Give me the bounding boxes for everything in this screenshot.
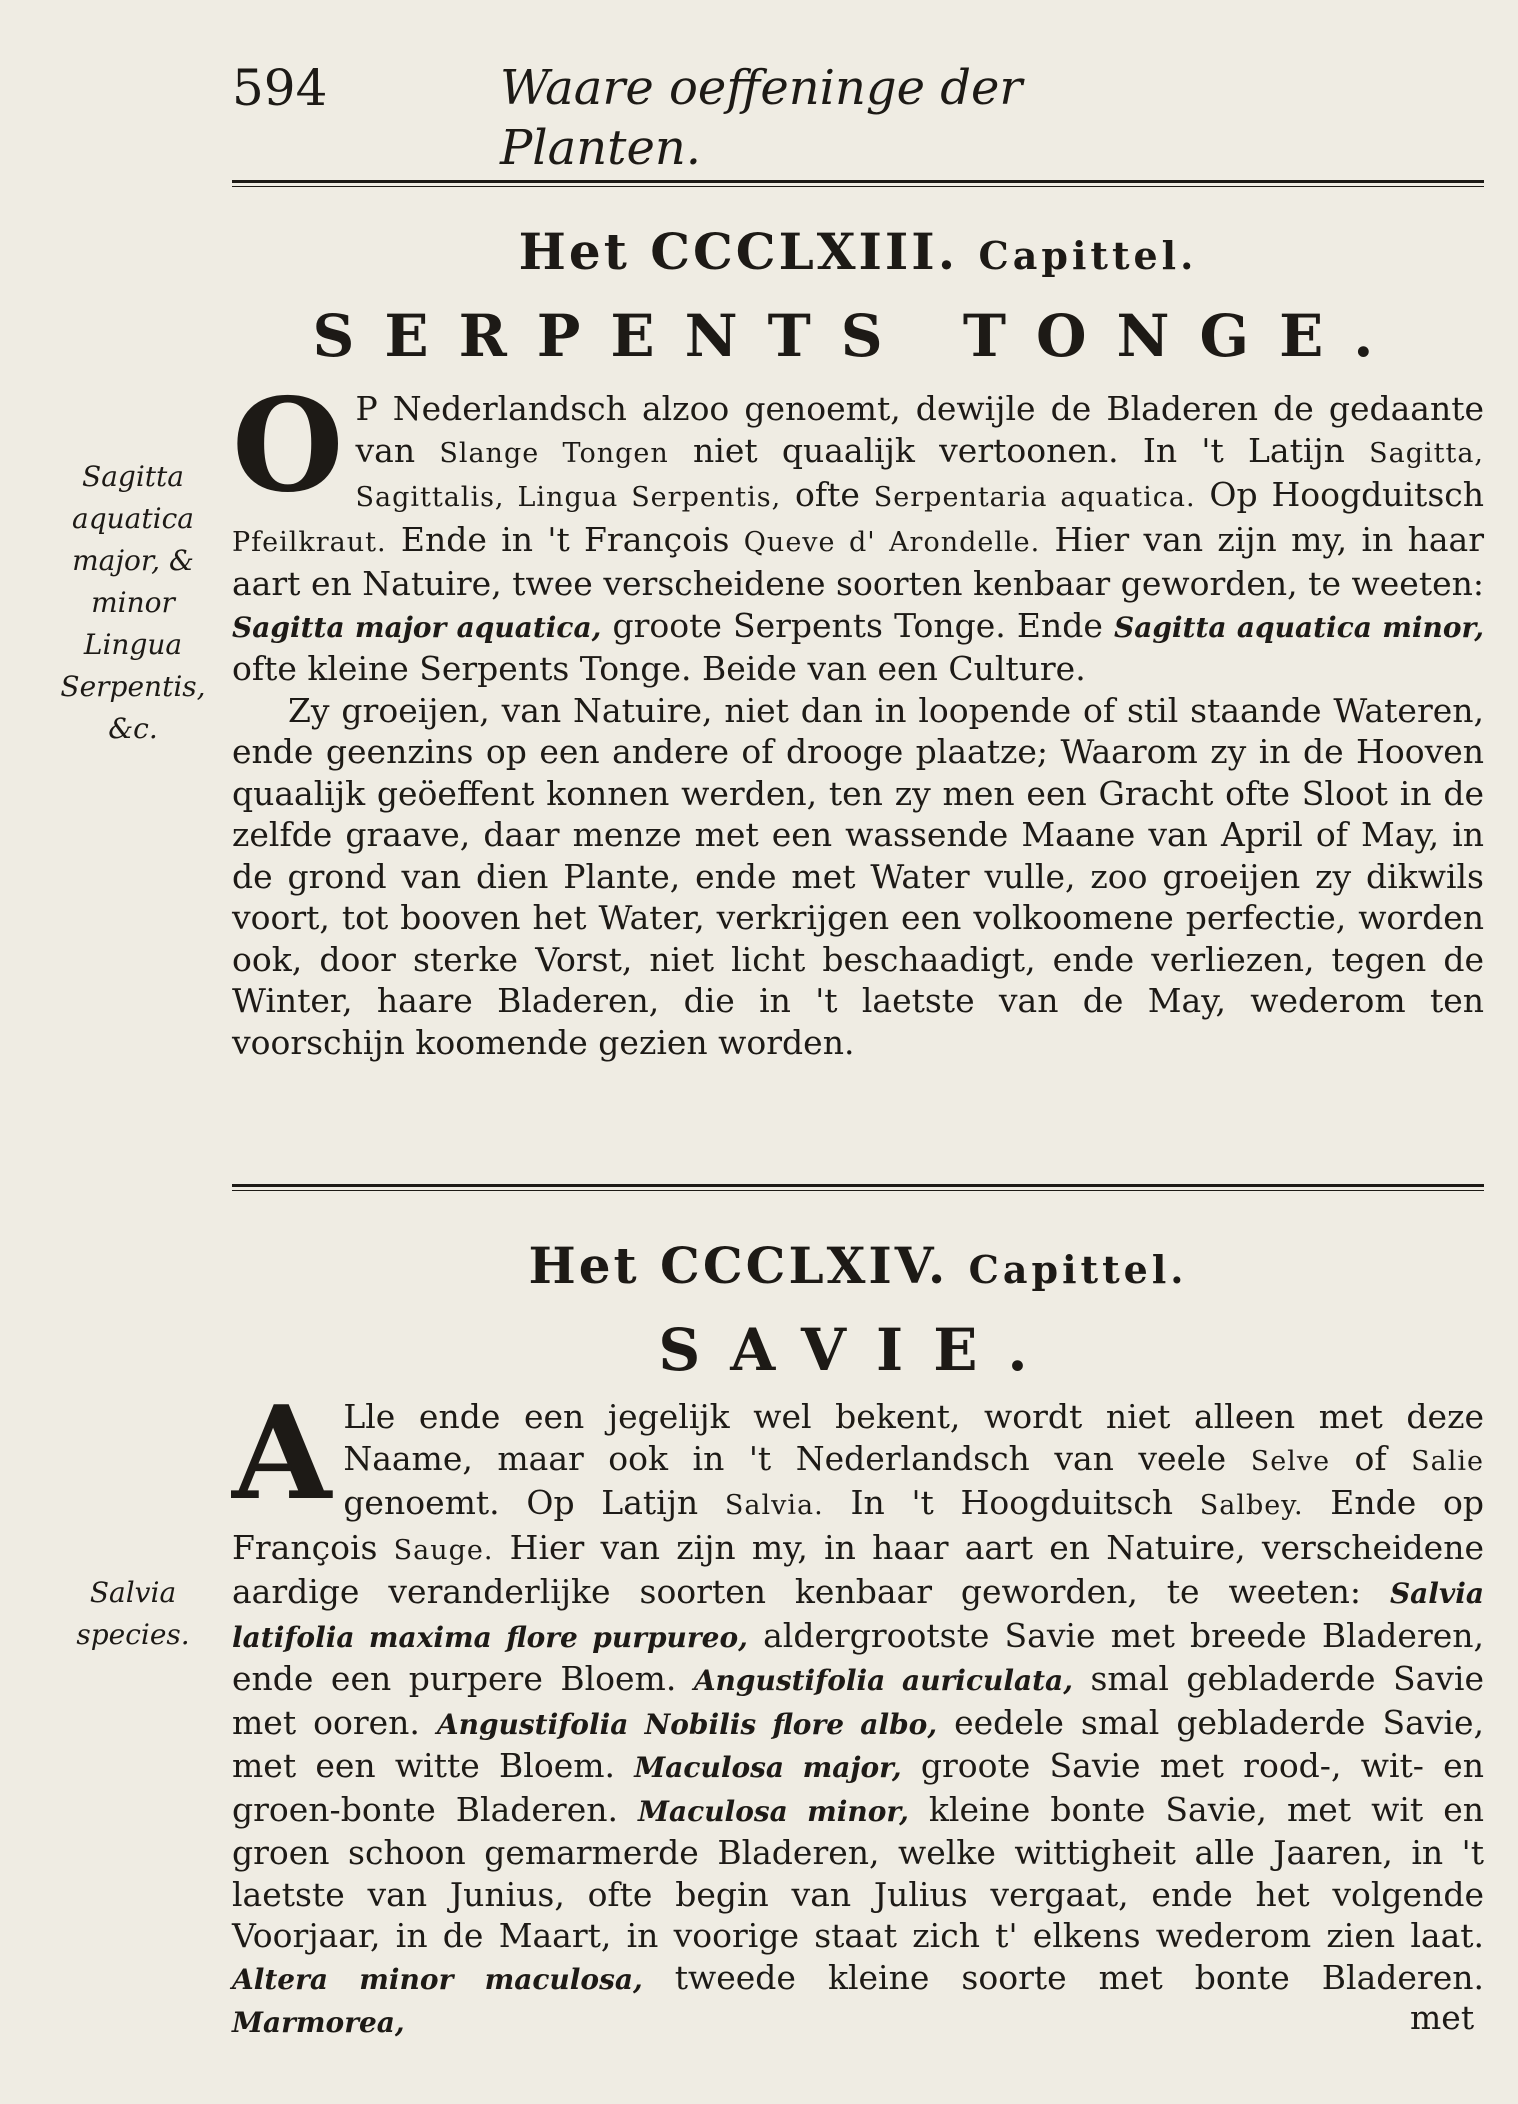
margin-note-salvia: Salvia species. — [76, 1576, 190, 1651]
chapter-number: Het CCCLXIII. — [518, 222, 959, 281]
page-number: 594 — [232, 59, 328, 117]
plant-title-serpents-tonge: SERPENTS TONGE. — [312, 302, 1404, 370]
chapter-number: Het CCCLXIV. — [528, 1236, 949, 1295]
margin-note-sagitta: Sagitta aquatica major, & minor Lingua Serpentis, &c. — [60, 460, 206, 745]
chapter-heading-364 — [232, 1236, 1484, 1295]
header-rule — [232, 180, 1484, 183]
plant-title-savie: SAVIE. — [658, 1316, 1058, 1384]
paragraph-2: Zy groeijen, van Natuire, niet dan in loopende of stil staande Wateren, ende geenzins op een andere of drooge plaatze; Waarom zy in de Hooven quaalijk geöeffent konnen werden, ten zy men een Gracht ofte Sloot in de zelfde graave, daar menze met een wassende Maane van April of May, in de grond van dien Plante, ende met Water vulle, zoo groeijen zy dikwils voort, tot booven het Water, verkrijgen een volkoomene perfectie, worden ook, door sterke Vorst, niet licht beschaadigt, ende verliezen, tegen de Winter, haare Bladeren, die in 't laetste van de May, wederom ten voorschijn koomende gezien worden. — [232, 690, 1484, 1062]
drop-cap: A — [232, 1379, 332, 1529]
chapter-heading-363 — [232, 222, 1484, 281]
running-title: Waare oeffeninge der Planten. — [500, 60, 1023, 176]
drop-cap: O — [232, 371, 344, 521]
section-rule-thin — [232, 1190, 1484, 1191]
running-header — [232, 58, 1172, 176]
chapter-label: Capittel. — [968, 1247, 1188, 1292]
chapter-364-text — [232, 1379, 1484, 2044]
paragraph-1: A Lle ende een jegelijk wel bekent, wordt niet alleen met deze Naame, maar ook in 't Nederlandsch van veele Selve of Salie genoemt. Op Latijn Salvia. In 't Hoogduitsch Salbey. Ende op François Sauge. Hier van zijn my, in haar aart en Natuire, verscheidene aardige veranderlijke soorten kenbaar geworden, te weeten: Salvia latifolia maxima flore purpureo, aldergrootste Savie met breede Bladeren, ende een purpere Bloem. Angustifolia auriculata, smal gebladerde Savie met ooren. Angustifolia Nobilis flore albo, eedele smal gebladerde Savie, met een witte Bloem. Maculosa major, groote Savie met rood-, wit- en groen-bonte Bladeren. Maculosa minor, kleine bonte Savie, met wit en groen schoon gemarmerde Bladeren, welke wittigheit alle Jaaren, in 't laetste van Junius, ofte begin van Julius vergaat, ende het volgende Voorjaar, in de Maart, in voorige staat zich t' elkens wederom zien laat. Altera minor maculosa, tweede kleine soorte met bonte Bladeren. Marmorea, — [232, 1379, 1484, 2039]
chapter-label: Capittel. — [978, 233, 1198, 278]
chapter-363-text — [232, 371, 1485, 1063]
paragraph-1: O P Nederlandsch alzoo genoemt, dewijle de Bladeren de gedaante van Slange Tongen niet quaalijk vertoonen. In 't Latijn Sagitta, Sagittalis, Lingua Serpentis, ofte Serpentaria aquatica. Op Hoogduitsch Pfeilkraut. Ende in 't François Queve d' Arondelle. Hier van zijn my, in haar aart en Natuire, twee verscheidene soorten kenbaar geworden, te weeten: Sagitta major aquatica, groote Serpents Tonge. Ende Sagitta aquatica minor, ofte kleine Serpents Tonge. Beide van een Culture. — [232, 371, 1485, 688]
catchword: met — [1410, 1998, 1475, 2037]
header-rule-thin — [232, 186, 1484, 187]
section-rule — [232, 1184, 1484, 1187]
